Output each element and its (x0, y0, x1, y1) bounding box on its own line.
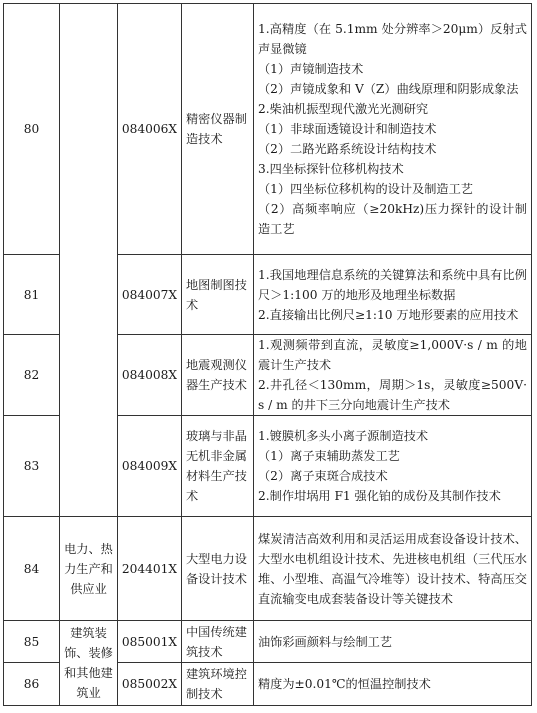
tech-line: （1）非球面透镜设计和制造技术 (258, 122, 437, 136)
technology-catalog-table (3, 3, 532, 706)
tech-code: 084008X (118, 335, 182, 416)
tech-line: （2）声镜成象和 V（Z）曲线原理和阴影成象法 (258, 82, 519, 96)
tech-name: 玻璃与非晶无机非金属材料生产技术 (182, 416, 254, 517)
table-row (4, 517, 532, 621)
tech-name: 大型电力设备设计技术 (182, 517, 254, 621)
tech-line: 精度为±0.01℃的恒温控制技术 (258, 677, 431, 691)
table-row (4, 621, 532, 663)
tech-line: 2.直接输出比例尺≥1:10 万地形要素的应用技术 (258, 307, 519, 322)
tech-line: （1）离子束辅助蒸发工艺 (258, 449, 400, 463)
tech-line: 2.柴油机振型现代激光光测研究 (258, 102, 429, 116)
tech-line: 1.观测频带到直流，灵敏度≥1,000V·s / m 的地震计生产技术 (258, 338, 527, 372)
industry-name: 建筑装饰、装修和其他建筑业 (60, 621, 118, 706)
row-number: 85 (4, 621, 60, 663)
tech-code: 085001X (118, 621, 182, 663)
tech-line: 煤炭清洁高效利用和灵活运用成套设备设计技术、大型水电机组设计技术、先进核电机组（三代压水堆、小型堆、高温气冷堆等）设计技术、特高压交直流输变电成套装备设计等关键技术 (258, 531, 527, 606)
row-number: 81 (4, 255, 60, 335)
tech-line: （2）离子束斑合成技术 (258, 469, 388, 483)
tech-name: 建筑环境控制技术 (182, 663, 254, 706)
tech-description (254, 416, 532, 517)
tech-code: 085002X (118, 663, 182, 706)
tech-description (254, 663, 532, 706)
tech-line: 3.四坐标探针位移机构技术 (258, 162, 404, 176)
row-number: 86 (4, 663, 60, 706)
tech-line: 2.制作坩埚用 F1 强化铂的成份及其制作技术 (258, 489, 501, 503)
tech-line: （1）四坐标位移机构的设计及制造工艺 (258, 182, 473, 196)
tech-line: 1.高精度（在 5.1mm 处分辨率＞20μm）反射式声显微镜 (258, 22, 527, 56)
tech-line: （1）声镜制造技术 (258, 62, 364, 76)
row-number: 84 (4, 517, 60, 621)
tech-line: 油饰彩画颜料与绘制工艺 (258, 634, 393, 649)
tech-code: 084007X (118, 255, 182, 335)
tech-line: 1.我国地理信息系统的关键算法和系统中具有比例尺＞1:100 万的地形及地理坐标数据 (258, 267, 527, 302)
tech-description (254, 335, 532, 416)
table-row (4, 4, 532, 255)
tech-description (254, 255, 532, 335)
tech-name: 中国传统建筑技术 (182, 621, 254, 663)
tech-description (254, 621, 532, 663)
tech-line: 1.镀膜机多头小离子源制造技术 (258, 429, 429, 443)
tech-description (254, 4, 532, 255)
tech-line: （2）高频率响应（≥20kHz)压力探针的设计制造工艺 (258, 202, 527, 236)
row-number: 82 (4, 335, 60, 416)
row-number: 80 (4, 4, 60, 255)
industry-name: 电力、热力生产和供应业 (60, 517, 118, 621)
tech-line: （2）二路光路系统设计结构技术 (258, 142, 437, 156)
tech-name: 精密仪器制造技术 (182, 4, 254, 255)
tech-code: 204401X (118, 517, 182, 621)
industry-cell-blank (60, 4, 118, 517)
tech-line: 2.井孔径＜130mm，周期＞1s，灵敏度≥500V·s / m 的井下三分向地震计生产技术 (258, 378, 527, 412)
tech-code: 084006X (118, 4, 182, 255)
row-number: 83 (4, 416, 60, 517)
tech-description (254, 517, 532, 621)
tech-code: 084009X (118, 416, 182, 517)
tech-name: 地震观测仪器生产技术 (182, 335, 254, 416)
tech-name: 地图制图技术 (182, 255, 254, 335)
